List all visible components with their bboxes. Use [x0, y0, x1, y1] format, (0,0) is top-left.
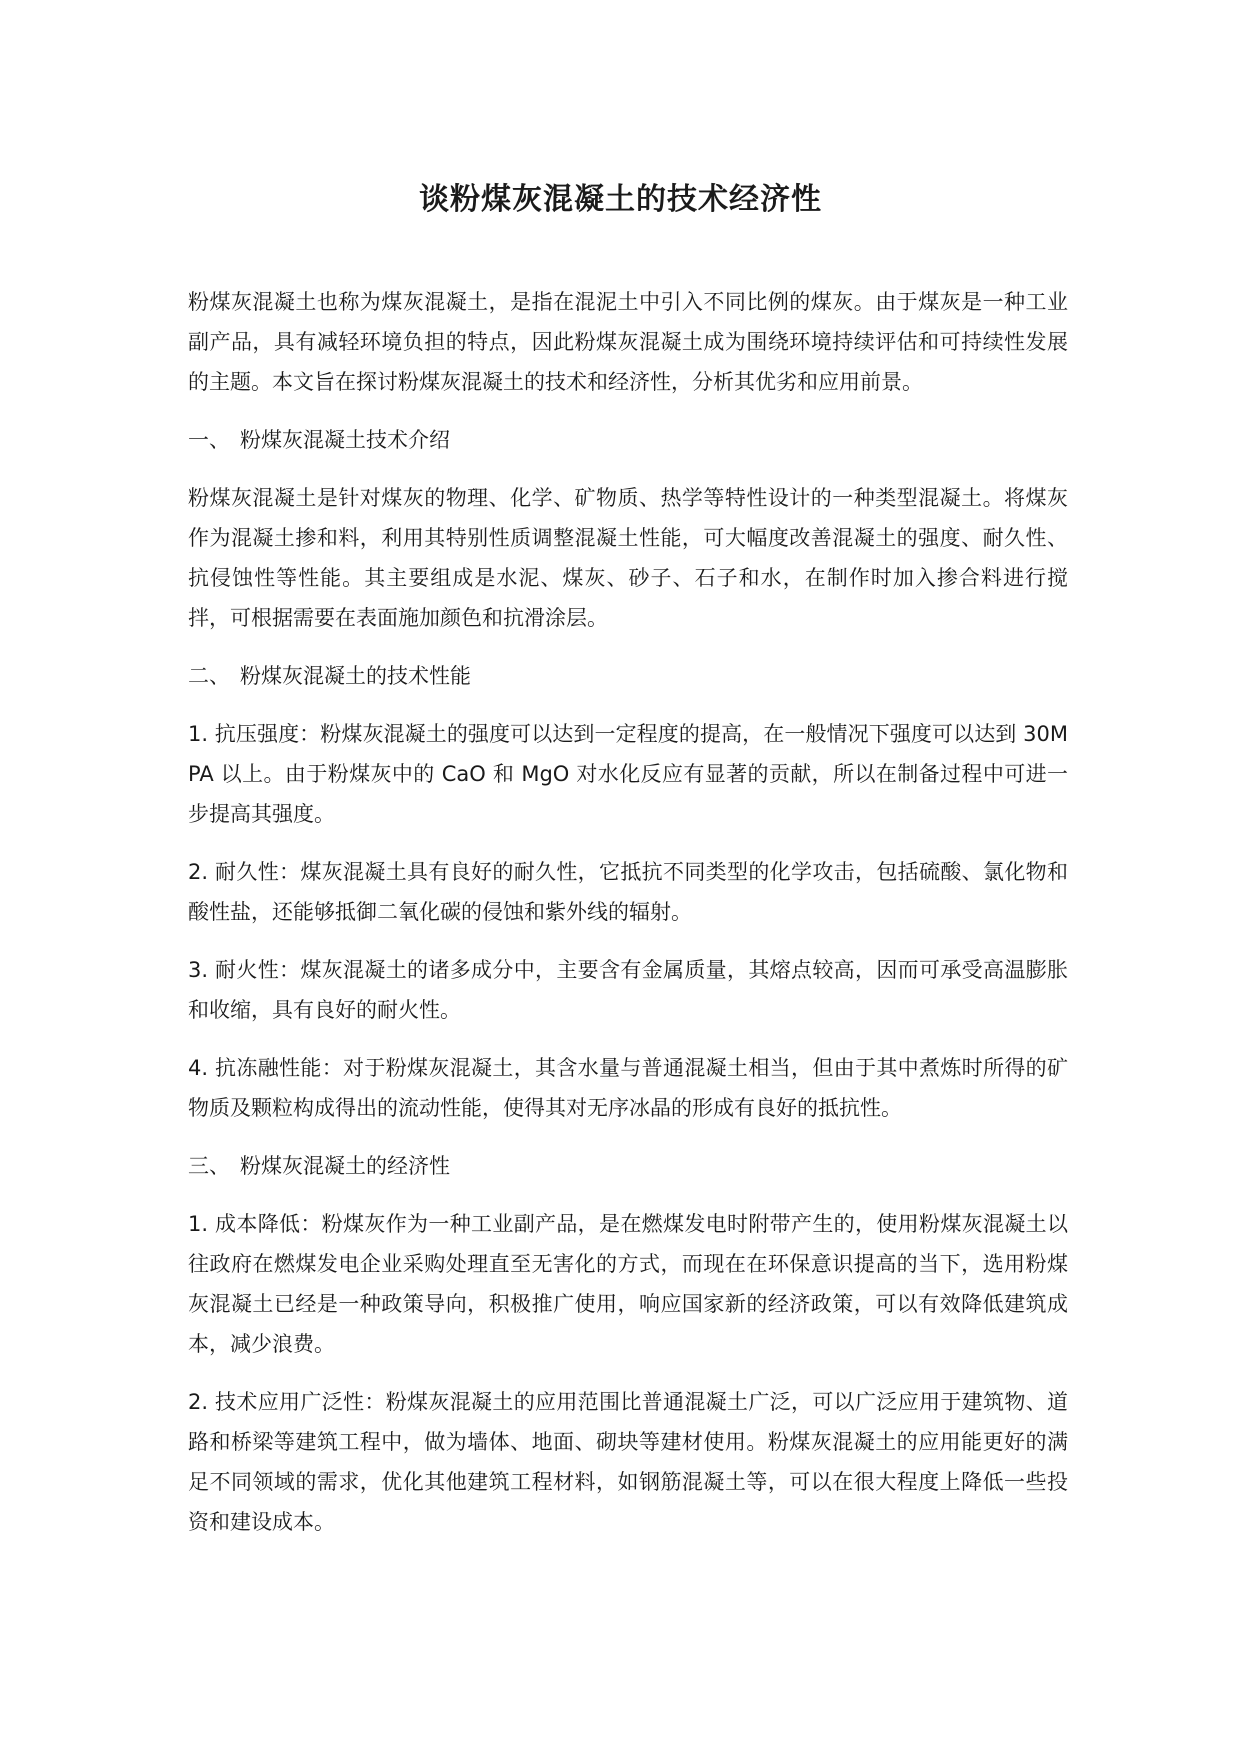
section-number: 三、	[188, 1154, 230, 1178]
document-title: 谈粉煤灰混凝土的技术经济性	[419, 182, 822, 217]
section-number: 二、	[188, 664, 230, 688]
section-heading-text: 粉煤灰混凝土的技术性能	[240, 664, 471, 688]
section-number: 一、	[188, 428, 230, 452]
section-heading-3	[188, 1146, 1068, 1186]
section-heading-1	[188, 420, 1068, 460]
document-body	[188, 282, 1068, 1560]
section-2-item-3: 3. 耐火性：煤灰混凝土的诸多成分中，主要含有金属质量，其熔点较高，因而可承受高温膨胀和收缩，具有良好的耐火性。	[188, 958, 1068, 1022]
section-3-item-1: 1. 成本降低：粉煤灰作为一种工业副产品，是在燃煤发电时附带产生的，使用粉煤灰混凝土以往政府在燃煤发电企业采购处理直至无害化的方式，而现在在环保意识提高的当下，选用粉煤灰混凝土已经是一种政策导向，积极推广使用，响应国家新的经济政策，可以有效降低建筑成本，减少浪费。	[188, 1212, 1068, 1356]
section-3-item-2: 2. 技术应用广泛性：粉煤灰混凝土的应用范围比普通混凝土广泛，可以广泛应用于建筑物、道路和桥梁等建筑工程中，做为墙体、地面、砌块等建材使用。粉煤灰混凝土的应用能更好的满足不同领域的需求，优化其他建筑工程材料，如钢筋混凝土等，可以在很大程度上降低一些投资和建设成本。	[188, 1390, 1068, 1534]
section-2-item-4: 4. 抗冻融性能：对于粉煤灰混凝土，其含水量与普通混凝土相当，但由于其中煮炼时所得的矿物质及颗粒构成得出的流动性能，使得其对无序冰晶的形成有良好的抵抗性。	[188, 1056, 1068, 1120]
section-2-item-2: 2. 耐久性：煤灰混凝土具有良好的耐久性，它抵抗不同类型的化学攻击，包括硫酸、氯化物和酸性盐，还能够抵御二氧化碳的侵蚀和紫外线的辐射。	[188, 860, 1068, 924]
section-heading-text: 粉煤灰混凝土技术介绍	[240, 428, 450, 452]
section-2-item-1: 1. 抗压强度：粉煤灰混凝土的强度可以达到一定程度的提高，在一般情况下强度可以达到 30MPA 以上。由于粉煤灰中的 CaO 和 MgO 对水化反应有显著的贡献，所以在制备过程中可进一步提高其强度。	[188, 722, 1068, 826]
section-1-paragraph: 粉煤灰混凝土是针对煤灰的物理、化学、矿物质、热学等特性设计的一种类型混凝土。将煤灰作为混凝土掺和料，利用其特别性质调整混凝土性能，可大幅度改善混凝土的强度、耐久性、抗侵蚀性等性能。其主要组成是水泥、煤灰、砂子、石子和水，在制作时加入掺合料进行搅拌，可根据需要在表面施加颜色和抗滑涂层。	[188, 486, 1068, 630]
section-heading-2	[188, 656, 1068, 696]
intro-paragraph: 粉煤灰混凝土也称为煤灰混凝土，是指在混泥土中引入不同比例的煤灰。由于煤灰是一种工业副产品，具有减轻环境负担的特点，因此粉煤灰混凝土成为围绕环境持续评估和可持续性发展的主题。本文旨在探讨粉煤灰混凝土的技术和经济性，分析其优劣和应用前景。	[188, 290, 1068, 394]
section-heading-text: 粉煤灰混凝土的经济性	[240, 1154, 450, 1178]
